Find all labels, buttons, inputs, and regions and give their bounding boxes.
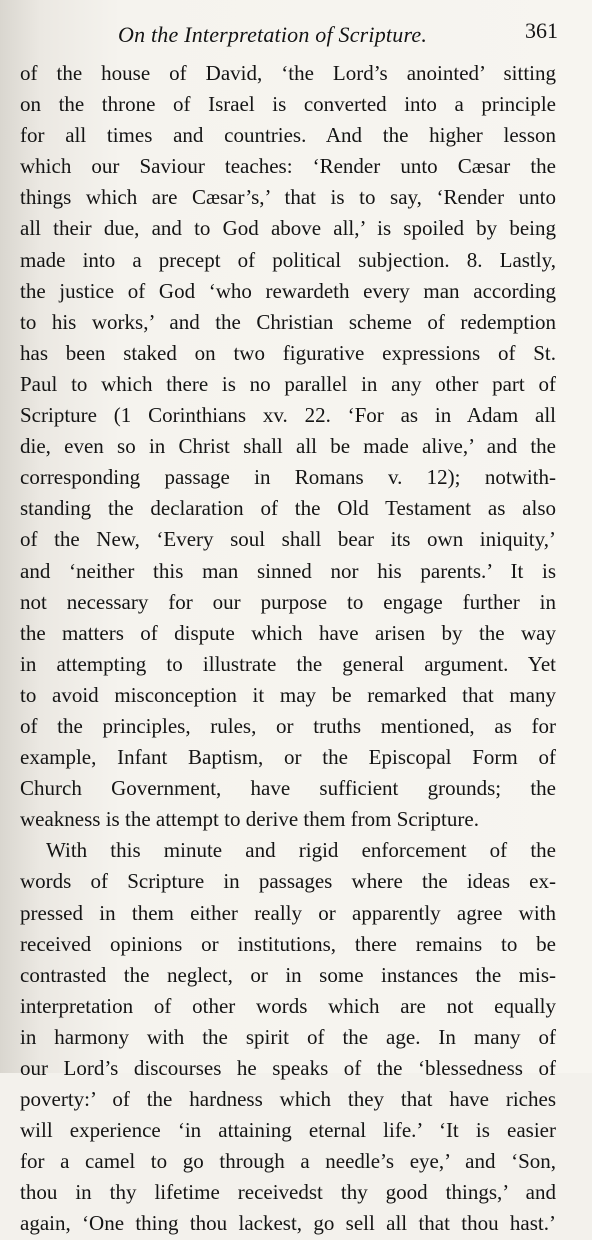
text-line: corresponding passage in Romans v. 12); notwith- xyxy=(20,465,556,490)
text-line: and ‘neither this man sinned nor his parents.’ It is xyxy=(20,558,556,583)
text-line: to avoid misconception it may be remarked that many xyxy=(20,682,556,707)
running-title: On the Interpretation of Scripture. xyxy=(118,22,428,47)
text-line: not necessary for our purpose to engage further in xyxy=(20,589,556,614)
text-line: the matters of dispute which have arisen by the way xyxy=(20,620,556,645)
text-line: example, Infant Baptism, or the Episcopal Form of xyxy=(20,745,556,770)
text-line: in attempting to illustrate the general argument. Yet xyxy=(20,651,556,676)
text-line: of the house of David, ‘the Lord’s anointed’ sitting xyxy=(20,61,556,85)
page-header xyxy=(0,16,592,50)
text-line: thou in thy lifetime receivedst thy good things,’ and xyxy=(20,1180,556,1205)
text-line: Scripture (1 Corinthians xv. 22. ‘For as in Adam all xyxy=(20,403,556,428)
text-line: standing the declaration of the Old Testament as also xyxy=(20,496,556,521)
text-line: Church Government, have sufficient grounds; the xyxy=(20,776,556,801)
text-line: which our Saviour teaches: ‘Render unto Cæsar the xyxy=(20,154,556,179)
text-line: made into a precept of political subjection. 8. Lastly, xyxy=(20,247,556,272)
text-line: die, even so in Christ shall all be made alive,’ and the xyxy=(20,434,556,459)
text-line: to his works,’ and the Christian scheme of redemption xyxy=(20,309,556,334)
text-line: things which are Cæsar’s,’ that is to say, ‘Render unto xyxy=(20,185,556,210)
paragraph-first-line: With this minute and rigid enforcement of the xyxy=(46,838,556,863)
text-line: poverty:’ of the hardness which they that have riches xyxy=(20,1087,556,1112)
text-line: the justice of God ‘who rewardeth every man according xyxy=(20,278,556,303)
text-line: in harmony with the spirit of the age. In many of xyxy=(20,1024,556,1049)
text-line: of the New, ‘Every soul shall bear its own iniquity,’ xyxy=(20,527,556,552)
text-line: words of Scripture in passages where the ideas ex- xyxy=(20,869,556,894)
body-text xyxy=(20,58,556,1240)
text-line: will experience ‘in attaining eternal life.’ ‘It is easier xyxy=(20,1118,556,1143)
text-line: for all times and countries. And the higher lesson xyxy=(20,123,556,148)
text-line: of the principles, rules, or truths mentioned, as for xyxy=(20,713,556,738)
text-line: pressed in them either really or apparently agree with xyxy=(20,900,556,925)
text-line: interpretation of other words which are not equally xyxy=(20,993,556,1018)
text-line: for a camel to go through a needle’s eye,’ and ‘Son, xyxy=(20,1149,556,1174)
text-line: our Lord’s discourses he speaks of the ‘blessedness of xyxy=(20,1056,556,1080)
text-line: contrasted the neglect, or in some instances the mis- xyxy=(20,962,556,987)
text-line: on the throne of Israel is converted into a principle xyxy=(20,92,556,117)
text-line: weakness is the attempt to derive them from Scripture. xyxy=(20,807,479,832)
text-line: received opinions or institutions, there remains to be xyxy=(20,931,556,956)
page-number: 361 xyxy=(525,18,558,43)
text-line: has been staked on two figurative expressions of St. xyxy=(20,340,556,365)
text-line: again, ‘One thing thou lackest, go sell all that thou hast.’ xyxy=(20,1211,556,1236)
text-line: Paul to which there is no parallel in any other part of xyxy=(20,371,556,396)
text-line: all their due, and to God above all,’ is spoiled by being xyxy=(20,216,556,241)
